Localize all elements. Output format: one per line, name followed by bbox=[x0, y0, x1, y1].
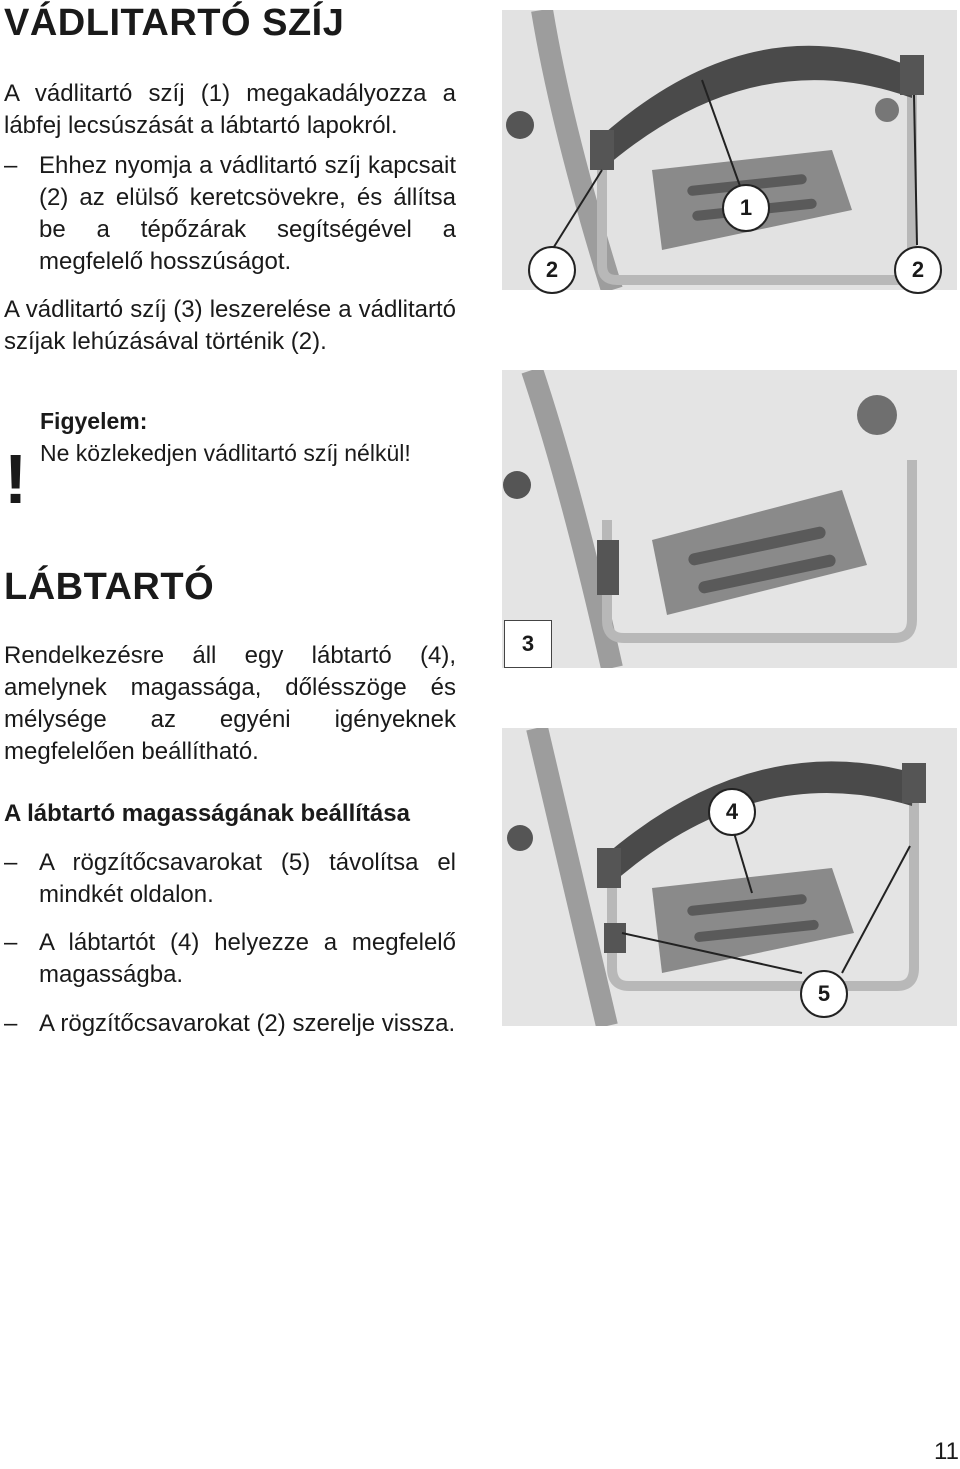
warning-title: Figyelem: bbox=[40, 408, 148, 434]
callout-5: 5 bbox=[800, 970, 848, 1018]
warning-text: Ne közlekedjen vádlitartó szíj nélkül! bbox=[40, 440, 411, 466]
footrest-step bbox=[4, 927, 456, 991]
calf-strap-intro: A vádlitartó szíj (1) megakadályozza a lábfej lecsúszását a lábtartó lapokról. bbox=[4, 80, 456, 139]
figure-number-3: 3 bbox=[504, 620, 552, 668]
footrest-step-text: A rögzítőcsavarokat (5) távolítsa el mindkét oldalon. bbox=[39, 849, 456, 908]
footrest-step-text: A lábtartót (4) helyezze a megfelelő magasságba. bbox=[39, 929, 456, 988]
callout-2-right: 2 bbox=[894, 246, 942, 294]
dash-marker: – bbox=[4, 1010, 18, 1037]
photo-calf-strap-attached bbox=[502, 10, 957, 290]
footrest-intro: Rendelkezésre áll egy lábtartó (4), amelynek magassága, dőlésszöge és mélysége az egyéni igényeknek megfelelően beállítható. bbox=[4, 642, 456, 765]
callout-leaders bbox=[502, 10, 957, 290]
dash-marker: – bbox=[4, 929, 18, 956]
callout-leaders bbox=[502, 728, 957, 1026]
dash-marker: – bbox=[4, 152, 18, 179]
footrest-step bbox=[4, 1008, 456, 1040]
photo-footrest-without-strap bbox=[502, 370, 957, 668]
calf-strap-removal: A vádlitartó szíj (3) leszerelése a vádlitartó szíjak lehúzásával történik (2). bbox=[4, 296, 456, 355]
calf-strap-step bbox=[4, 150, 456, 278]
dash-marker: – bbox=[4, 849, 18, 876]
section-title-footrest: LÁBTARTÓ bbox=[4, 566, 215, 608]
callout-1: 1 bbox=[722, 184, 770, 232]
section-title-calf-strap: VÁDLITARTÓ SZÍJ bbox=[4, 2, 345, 44]
photo-footrest-adjustment bbox=[502, 728, 957, 1026]
footrest-illustration bbox=[502, 370, 957, 668]
footrest-height-subheading: A lábtartó magasságának beállítása bbox=[4, 800, 410, 827]
page-number: 11 bbox=[934, 1438, 959, 1465]
callout-4: 4 bbox=[708, 788, 756, 836]
footrest-step-text: A rögzítőcsavarokat (2) szerelje vissza. bbox=[39, 1010, 456, 1037]
calf-strap-step-text: Ehhez nyomja a vádlitartó szíj kapcsait (2) az elülső keretcsövekre, és állítsa be a tépőzárak segítségével a megfelelő hosszúságot. bbox=[39, 152, 456, 275]
callout-2-left: 2 bbox=[528, 246, 576, 294]
warning-icon: ! bbox=[4, 440, 28, 518]
footrest-step bbox=[4, 847, 456, 911]
